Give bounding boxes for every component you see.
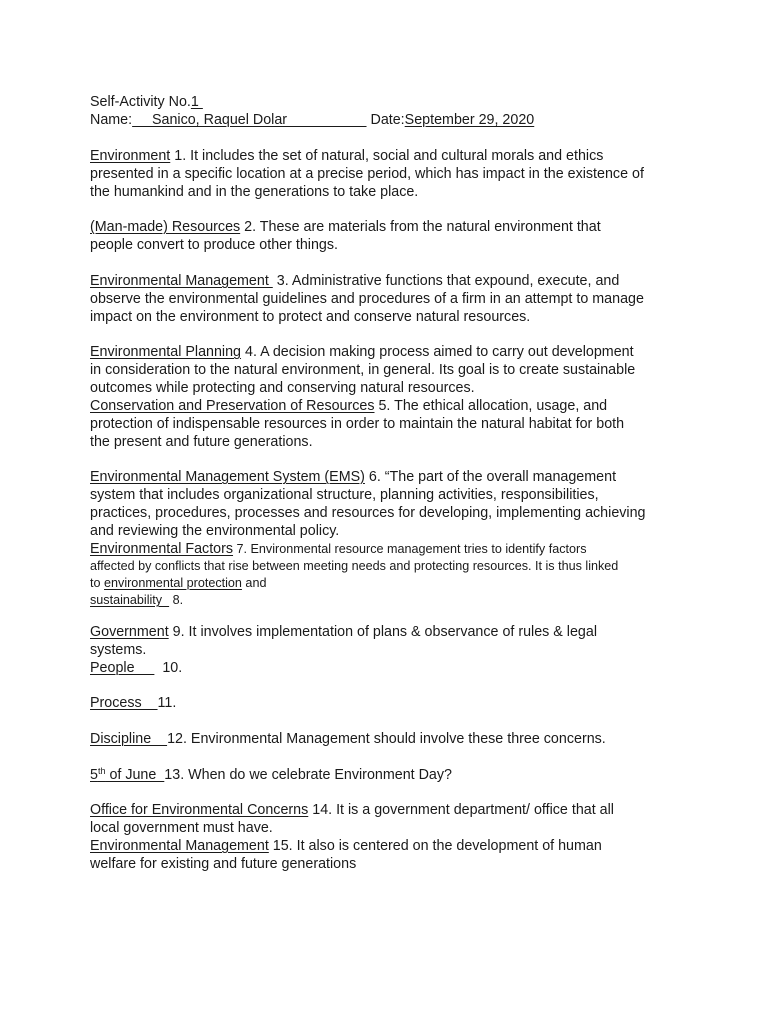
- name-value: Sanico, Raquel Dolar: [132, 112, 367, 128]
- item-term: Government: [90, 624, 169, 640]
- item-term: Environmental Planning: [90, 344, 242, 360]
- item-text: 11.: [157, 695, 177, 711]
- item-1: [90, 147, 603, 165]
- activity-number: 1: [190, 94, 203, 110]
- item-text: 15. It also is centered on the development of human: [268, 838, 602, 854]
- item-7-and: and: [241, 576, 267, 590]
- item-6-line-2: system that includes organizational structure, planning activities, responsibilities,: [90, 487, 599, 503]
- item-12: [90, 730, 606, 748]
- item-6-line-3: practices, procedures, processes and resources for developing, implementing achieving: [90, 505, 646, 521]
- item-term-ordinal: th: [97, 766, 106, 776]
- item-term: Environmental Factors: [90, 541, 234, 557]
- item-14: [90, 801, 614, 819]
- item-13: [90, 766, 452, 784]
- environmental-protection-term: environmental protection: [104, 576, 242, 590]
- item-1-line-3: the humankind and in the generations to take place.: [90, 184, 419, 200]
- item-9: [90, 623, 597, 641]
- item-text: 9. It involves implementation of plans & observance of rules & legal: [168, 624, 598, 640]
- item-term: Environmental Management: [90, 838, 269, 854]
- item-6: [90, 468, 616, 486]
- item-3: [90, 272, 619, 290]
- item-term: Conservation and Preservation of Resources: [90, 398, 375, 414]
- item-text: 14. It is a government department/ office that all: [308, 802, 614, 818]
- item-7-line-3: [90, 574, 266, 592]
- item-term-number: 5: [90, 767, 98, 783]
- item-6-line-4: and reviewing the environmental policy.: [90, 523, 340, 539]
- item-text: 10.: [154, 660, 183, 676]
- item-text: 5. The ethical allocation, usage, and: [374, 398, 608, 414]
- item-3-line-2: observe the environmental guidelines and procedures of a firm in an attempt to manage: [90, 291, 644, 307]
- item-3-line-3: impact on the environment to protect and conserve natural resources.: [90, 309, 531, 325]
- item-7: [90, 540, 587, 558]
- item-4-line-3: outcomes while protecting and conserving natural resources.: [90, 380, 475, 396]
- date-label: Date:: [366, 112, 405, 128]
- item-5: [90, 397, 607, 415]
- item-1-line-2: presented in a specific location at a precise period, which has impact in the existence of: [90, 166, 644, 182]
- activity-label: Self-Activity No.: [90, 94, 191, 110]
- item-text: 1. It includes the set of natural, social and cultural morals and ethics: [170, 148, 604, 164]
- item-text: 3. Administrative functions that expound, execute, and: [272, 273, 620, 289]
- item-15-line-2: welfare for existing and future generations: [90, 856, 357, 872]
- name-date-line: [90, 111, 534, 129]
- item-5-line-2: protection of indispensable resources in order to maintain the natural habitat for both: [90, 416, 625, 432]
- item-text: 4. A decision making process aimed to carry out development: [241, 344, 634, 360]
- item-term: Environment: [90, 148, 171, 164]
- activity-heading: [90, 93, 203, 111]
- name-label: Name:: [90, 112, 133, 128]
- item-term: Office for Environmental Concerns: [90, 802, 309, 818]
- item-9-line-2: systems.: [90, 642, 147, 658]
- item-7-to: to: [90, 576, 105, 590]
- item-term: Process: [90, 695, 158, 711]
- item-text: 8.: [169, 593, 184, 607]
- item-10: [90, 659, 182, 677]
- item-5-line-3: the present and future generations.: [90, 434, 313, 450]
- item-2: [90, 218, 601, 236]
- item-2-line-2: people convert to produce other things.: [90, 237, 338, 253]
- item-text: 12. Environmental Management should involve these three concerns.: [167, 731, 606, 747]
- item-term: Environmental Management System (EMS): [90, 469, 365, 485]
- date-value: September 29, 2020: [404, 112, 535, 128]
- item-8: [90, 591, 183, 609]
- item-text: 6. “The part of the overall management: [364, 469, 617, 485]
- item-term: People: [90, 660, 155, 676]
- item-15: [90, 837, 602, 855]
- item-term: [90, 767, 164, 783]
- item-4-line-2: in consideration to the natural environment, in general. Its goal is to create sustainable: [90, 362, 636, 378]
- item-14-line-2: local government must have.: [90, 820, 273, 836]
- item-term: Environmental Management: [90, 273, 273, 289]
- item-term: Discipline: [90, 731, 168, 747]
- item-term: sustainability: [90, 593, 170, 607]
- item-11: [90, 694, 176, 712]
- item-term-rest: of June: [105, 767, 165, 783]
- item-7-line-2: affected by conflicts that rise between meeting needs and protecting resources. It is thus linked: [90, 559, 619, 573]
- item-4: [90, 343, 634, 361]
- item-text: 13. When do we celebrate Environment Day?: [164, 767, 452, 783]
- item-text: 2. These are materials from the natural environment that: [240, 219, 601, 235]
- item-term: (Man-made) Resources: [90, 219, 241, 235]
- item-text: 7. Environmental resource management tries to identify factors: [233, 542, 587, 556]
